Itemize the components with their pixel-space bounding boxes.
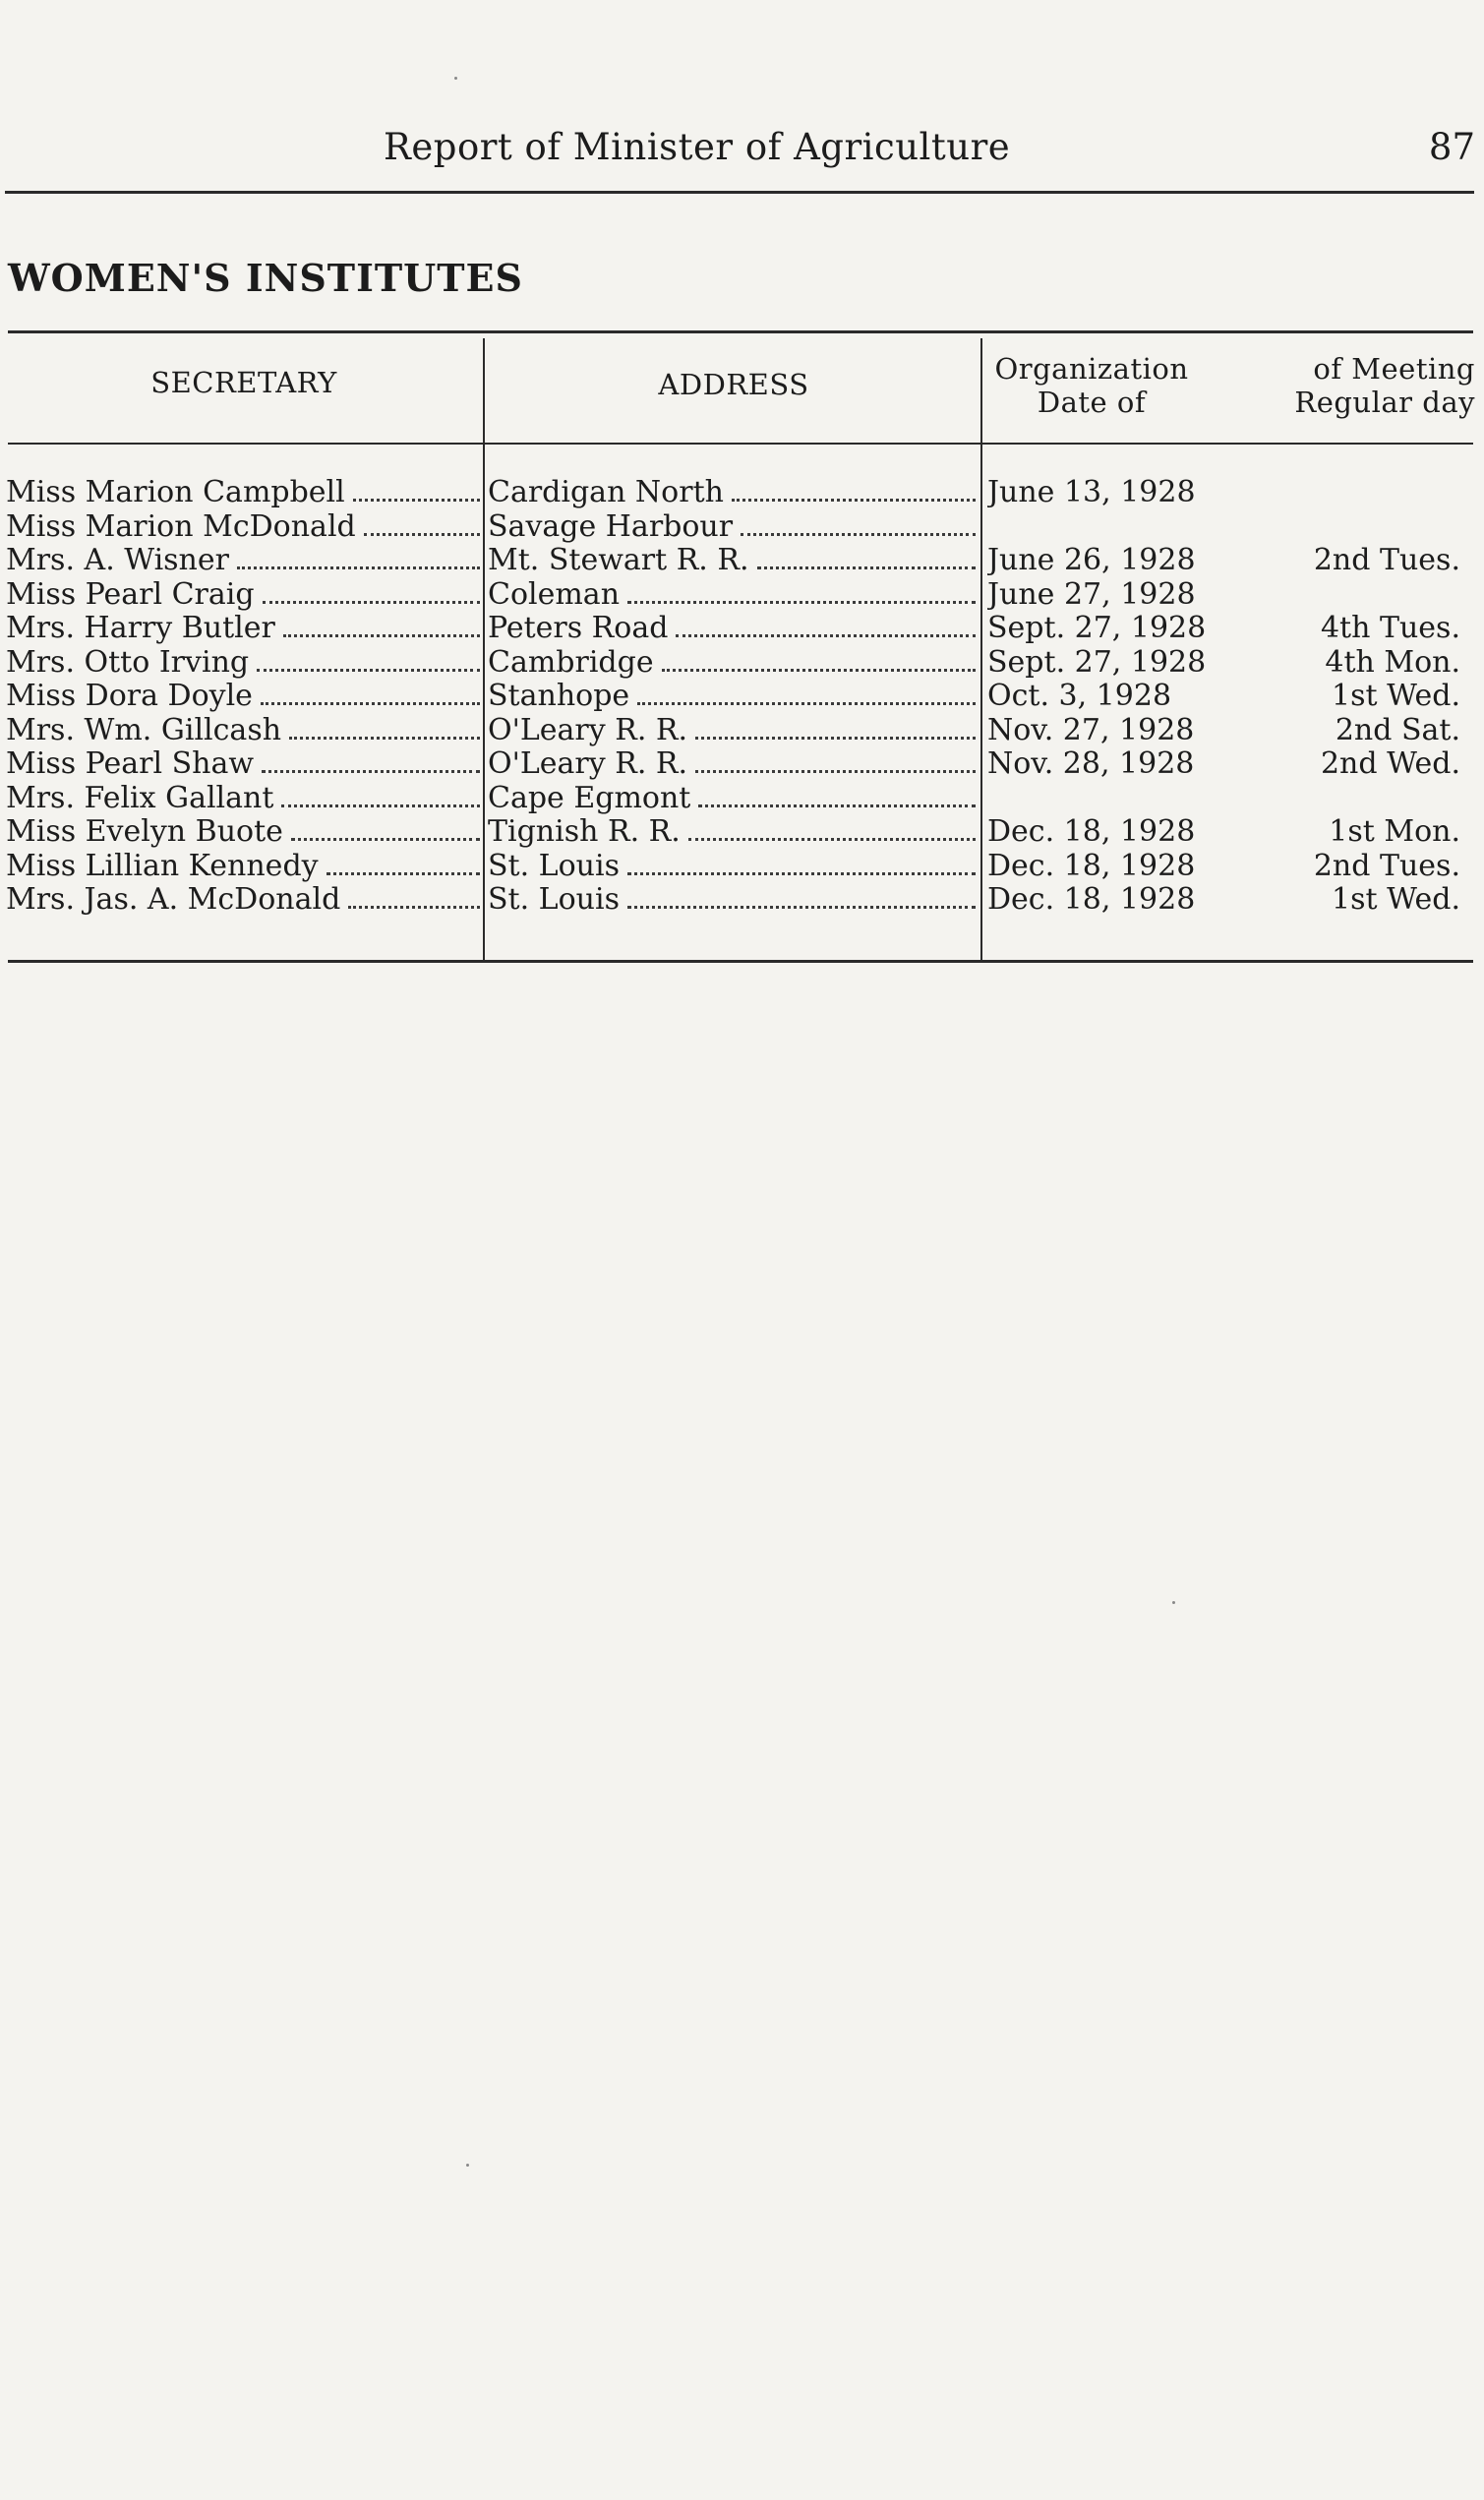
secretary-cell	[6, 782, 480, 816]
secretary-cell	[6, 680, 480, 714]
dot-leader	[257, 669, 480, 672]
secretary-name: Mrs. Felix Gallant	[6, 781, 274, 815]
table-top-rule	[8, 330, 1473, 333]
dot-leader	[627, 906, 976, 909]
secretary-cell	[6, 747, 480, 782]
column-header-organization-date	[983, 352, 1200, 419]
dot-leader	[757, 566, 977, 569]
dot-leader	[698, 804, 976, 807]
organization-date-cell: June 13, 1928	[987, 476, 1196, 509]
address-cell	[488, 747, 976, 782]
secretary-cell	[6, 544, 480, 578]
address-text: Cardigan North	[488, 476, 724, 509]
meeting-day-cell: 1st Mon.	[1329, 815, 1460, 849]
organization-date-cell: Nov. 27, 1928	[987, 713, 1195, 747]
dot-leader	[353, 499, 480, 502]
dot-leader	[281, 804, 480, 807]
column-header-line: Organization	[994, 352, 1189, 386]
organization-date-cell: June 27, 1928	[987, 577, 1196, 612]
address-cell	[488, 680, 976, 714]
address-text: O'Leary R. R.	[488, 713, 688, 747]
paper-speck	[466, 2164, 469, 2167]
organization-date-cell: Sept. 27, 1928	[987, 612, 1207, 645]
paper-speck	[1172, 1601, 1175, 1604]
secretary-name: Miss Lillian Kennedy	[6, 849, 319, 883]
organization-date-cell: Sept. 27, 1928	[987, 645, 1207, 680]
table-row	[0, 815, 1475, 850]
table-row	[0, 850, 1475, 884]
secretary-name: Miss Marion McDonald	[6, 509, 356, 544]
organization-date-cell	[987, 510, 1223, 545]
secretary-cell	[6, 883, 480, 918]
dot-leader	[662, 669, 976, 672]
address-cell	[488, 646, 976, 681]
secretary-cell	[6, 646, 480, 681]
organization-date-cell: Dec. 18, 1928	[987, 849, 1196, 883]
dot-leader	[289, 737, 480, 740]
dot-leader	[263, 601, 480, 604]
table-bottom-rule	[8, 960, 1473, 963]
organization-date-cell: June 26, 1928	[987, 544, 1196, 577]
dot-leader	[741, 533, 976, 536]
secretary-name: Mrs. Jas. A. McDonald	[6, 883, 341, 917]
organization-date-cell: Dec. 18, 1928	[987, 883, 1196, 917]
secretary-cell	[6, 476, 480, 510]
table-row	[0, 476, 1475, 510]
meeting-day-cell	[1219, 476, 1460, 510]
address-cell	[488, 578, 976, 613]
address-text: Cape Egmont	[488, 781, 691, 815]
table-row	[0, 883, 1475, 918]
meeting-day-cell	[1219, 578, 1460, 613]
column-header-line: of Meeting	[1313, 352, 1475, 386]
table-row	[0, 578, 1475, 613]
address-text: Coleman	[488, 577, 621, 612]
address-text: St. Louis	[488, 883, 620, 917]
address-cell	[488, 883, 976, 918]
dot-leader	[695, 737, 976, 740]
dot-leader	[676, 634, 976, 637]
secretary-cell	[6, 815, 480, 850]
secretary-name: Miss Marion Campbell	[6, 476, 345, 509]
secretary-name: Mrs. A. Wisner	[6, 544, 229, 577]
meeting-day-cell: 2nd Sat.	[1335, 713, 1460, 747]
dot-leader	[262, 770, 480, 773]
secretary-name: Mrs. Harry Butler	[6, 612, 275, 645]
address-text: Stanhope	[488, 680, 630, 713]
meeting-day-cell: 2nd Tues.	[1313, 849, 1460, 883]
meeting-day-cell: 4th Mon.	[1325, 645, 1460, 680]
secretary-name: Mrs. Otto Irving	[6, 645, 250, 680]
table-row	[0, 646, 1475, 681]
table-body	[0, 476, 1475, 918]
address-text: Cambridge	[488, 645, 654, 680]
secretary-name: Miss Pearl Shaw	[6, 747, 255, 781]
dot-leader	[348, 906, 480, 909]
secretary-name: Mrs. Wm. Gillcash	[6, 713, 282, 747]
header-rule	[5, 191, 1474, 194]
address-cell	[488, 714, 976, 748]
dot-leader	[283, 634, 480, 637]
organization-date-cell: Nov. 28, 1928	[987, 747, 1195, 781]
address-cell	[488, 612, 976, 646]
table-row	[0, 782, 1475, 816]
table-header-rule	[8, 443, 1473, 445]
dot-leader	[291, 838, 480, 841]
secretary-name: Miss Dora Doyle	[6, 680, 253, 713]
section-title: WOMEN'S INSTITUTES	[8, 256, 523, 300]
address-text: Mt. Stewart R. R.	[488, 544, 749, 577]
dot-leader	[627, 601, 976, 604]
paper-speck	[454, 77, 457, 80]
table-row	[0, 680, 1475, 714]
meeting-day-cell	[1219, 510, 1460, 545]
organization-date-cell	[987, 782, 1223, 816]
table-row	[0, 544, 1475, 578]
meeting-day-cell: 1st Wed.	[1332, 883, 1460, 917]
column-header-line: Regular day	[1294, 386, 1475, 419]
column-header-secretary: SECRETARY	[150, 366, 337, 399]
table-row	[0, 747, 1475, 782]
address-text: St. Louis	[488, 849, 620, 883]
dot-leader	[688, 838, 976, 841]
address-cell	[488, 815, 976, 850]
secretary-name: Miss Pearl Craig	[6, 577, 255, 612]
running-title: Report of Minister of Agriculture	[384, 126, 1011, 168]
secretary-cell	[6, 612, 480, 646]
dot-leader	[237, 566, 480, 569]
column-header-address: ADDRESS	[658, 368, 809, 401]
table-row	[0, 714, 1475, 748]
institutes-table	[0, 330, 1475, 966]
secretary-cell	[6, 850, 480, 884]
address-cell	[488, 850, 976, 884]
address-cell	[488, 476, 976, 510]
dot-leader	[637, 702, 976, 705]
meeting-day-cell: 2nd Tues.	[1313, 544, 1460, 577]
page-header	[0, 126, 1475, 185]
column-header-line: Date of	[1037, 386, 1147, 419]
dot-leader	[364, 533, 480, 536]
table-row	[0, 612, 1475, 646]
address-text: O'Leary R. R.	[488, 747, 688, 781]
organization-date-cell: Dec. 18, 1928	[987, 815, 1196, 849]
page-number: 87	[1428, 126, 1475, 168]
dot-leader	[732, 499, 976, 502]
meeting-day-cell: 1st Wed.	[1332, 680, 1460, 713]
dot-leader	[326, 872, 480, 875]
table-row	[0, 510, 1475, 545]
organization-date-cell: Oct. 3, 1928	[987, 680, 1172, 713]
secretary-name: Miss Evelyn Buote	[6, 815, 283, 849]
address-text: Savage Harbour	[488, 509, 734, 544]
secretary-cell	[6, 578, 480, 613]
address-cell	[488, 510, 976, 545]
secretary-cell	[6, 510, 480, 545]
dot-leader	[261, 702, 480, 705]
meeting-day-cell	[1219, 782, 1460, 816]
meeting-day-cell: 2nd Wed.	[1320, 747, 1460, 781]
meeting-day-cell: 4th Tues.	[1320, 612, 1460, 645]
secretary-cell	[6, 714, 480, 748]
dot-leader	[627, 872, 976, 875]
column-header-meeting-day	[1219, 352, 1475, 419]
dot-leader	[695, 770, 976, 773]
address-cell	[488, 544, 976, 578]
address-text: Peters Road	[488, 612, 669, 645]
address-text: Tignish R. R.	[488, 815, 681, 849]
address-cell	[488, 782, 976, 816]
